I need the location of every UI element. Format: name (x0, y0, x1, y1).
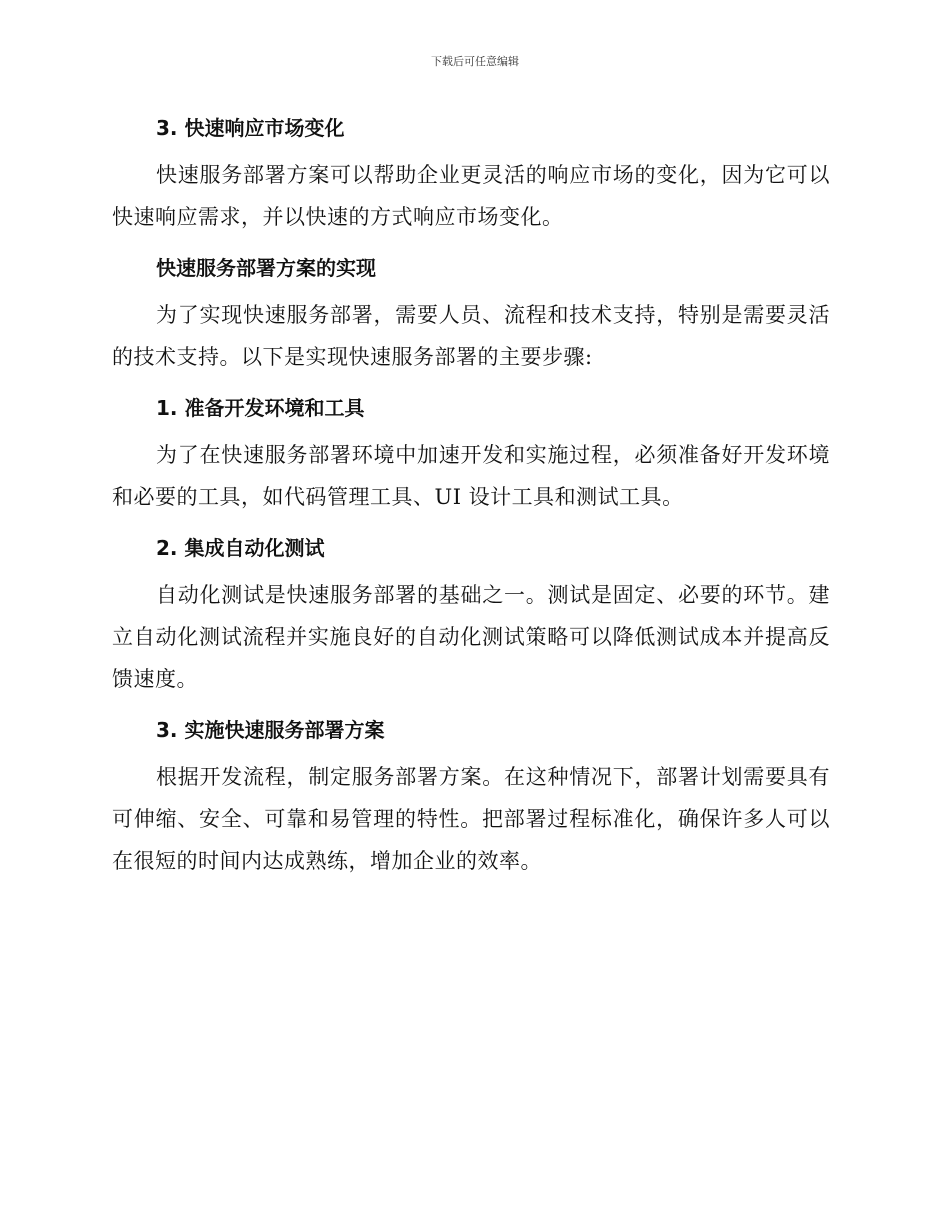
section-paragraph-dev-environment: 为了在快速服务部署环境中加速开发和实施过程，必须准备好开发环境和必要的工具，如代码管理工具、UI 设计工具和测试工具。 (112, 443, 830, 509)
section-heading-implementation: 快速服务部署方案的实现 (156, 256, 376, 280)
section-paragraph-automated-testing: 自动化测试是快速服务部署的基础之一。测试是固定、必要的环节。建立自动化测试流程并实施良好的自动化测试策略可以降低测试成本并提高反馈速度。 (112, 583, 830, 691)
page-header: 下载后可任意编辑 (431, 55, 519, 68)
section-heading-deployment-plan: 3. 实施快速服务部署方案 (156, 718, 385, 742)
section-heading-dev-environment: 1. 准备开发环境和工具 (156, 396, 365, 420)
section-paragraph-deployment-plan: 根据开发流程，制定服务部署方案。在这种情况下，部署计划需要具有可伸缩、安全、可靠和易管理的特性。把部署过程标准化，确保许多人可以在很短的时间内达成熟练，增加企业的效率。 (112, 765, 830, 873)
section-paragraph-implementation: 为了实现快速服务部署，需要人员、流程和技术支持，特别是需要灵活的技术支持。以下是实现快速服务部署的主要步骤: (112, 303, 830, 369)
section-heading-market-response: 3. 快速响应市场变化 (156, 116, 345, 140)
section-heading-automated-testing: 2. 集成自动化测试 (156, 536, 325, 560)
document-body (112, 108, 830, 882)
section-paragraph-market-response: 快速服务部署方案可以帮助企业更灵活的响应市场的变化，因为它可以快速响应需求，并以快速的方式响应市场变化。 (112, 163, 830, 229)
